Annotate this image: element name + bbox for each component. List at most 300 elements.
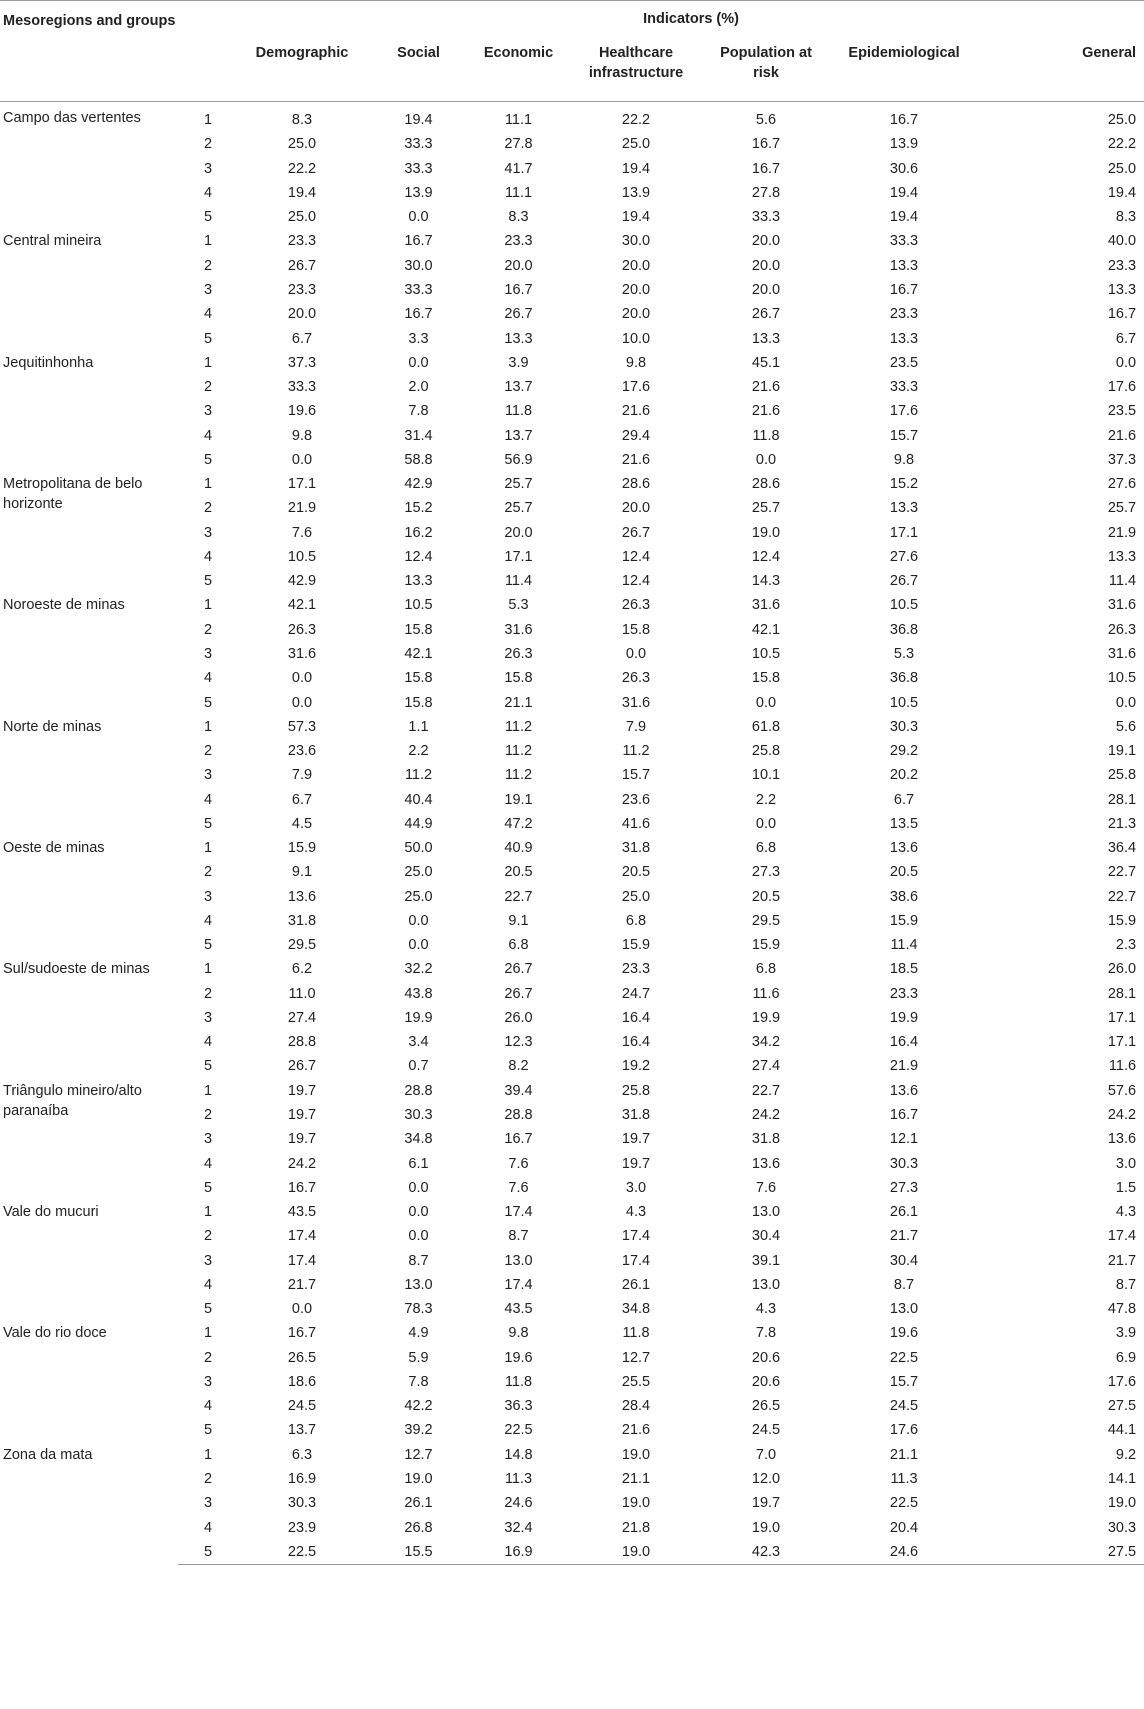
indicator-value: 16.4 bbox=[889, 1034, 919, 1051]
indicator-value: 7.8 bbox=[408, 403, 429, 420]
indicator-value: 50.0 bbox=[404, 840, 433, 857]
indicator-value: 13.0 bbox=[889, 1301, 919, 1318]
indicator-value: 31.6 bbox=[621, 694, 651, 711]
indicator-value: 26.0 bbox=[1107, 961, 1137, 978]
indicator-value: 15.9 bbox=[751, 937, 781, 954]
indicator-value: 31.8 bbox=[621, 840, 651, 857]
indicator-value: 19.4 bbox=[889, 184, 919, 201]
indicator-value: 19.7 bbox=[287, 1082, 317, 1099]
indicator-value: 36.3 bbox=[504, 1398, 533, 1415]
indicator-value: 29.4 bbox=[621, 427, 651, 444]
indicator-value: 13.0 bbox=[751, 1276, 781, 1293]
group-number: 4 bbox=[203, 184, 213, 201]
group-number: 5 bbox=[203, 573, 213, 590]
indicator-value: 6.8 bbox=[755, 840, 777, 857]
group-number: 5 bbox=[203, 815, 213, 832]
indicator-value: 19.1 bbox=[1107, 743, 1137, 760]
table-row bbox=[0, 1079, 1144, 1103]
group-number: 5 bbox=[203, 1301, 213, 1318]
indicator-value: 13.6 bbox=[889, 1082, 919, 1099]
indicator-value: 19.1 bbox=[504, 791, 533, 808]
group-number: 2 bbox=[203, 257, 213, 274]
region-name: Central mineira bbox=[3, 233, 102, 250]
indicator-value: 16.7 bbox=[504, 281, 533, 298]
indicator-value: 29.5 bbox=[287, 937, 317, 954]
indicator-value: 4.3 bbox=[625, 1204, 647, 1221]
indicator-value: 21.1 bbox=[889, 1446, 919, 1463]
indicator-value: 44.1 bbox=[1107, 1422, 1137, 1439]
group-number: 3 bbox=[203, 888, 213, 905]
indicator-value: 22.5 bbox=[504, 1422, 533, 1439]
group-number: 1 bbox=[203, 1204, 213, 1221]
indicator-value: 11.8 bbox=[622, 1325, 650, 1342]
indicator-value: 39.4 bbox=[504, 1082, 533, 1099]
indicator-value: 13.3 bbox=[1107, 548, 1137, 565]
indicator-value: 37.3 bbox=[287, 354, 317, 371]
indicator-value: 16.7 bbox=[404, 233, 433, 250]
indicator-value: 10.1 bbox=[751, 767, 781, 784]
indicator-value: 16.7 bbox=[1107, 306, 1137, 323]
indicator-value: 21.6 bbox=[621, 403, 651, 420]
indicator-value: 47.2 bbox=[504, 815, 533, 832]
indicator-value: 15.2 bbox=[889, 476, 919, 493]
indicator-value: 25.7 bbox=[504, 500, 533, 517]
indicator-value: 28.4 bbox=[621, 1398, 651, 1415]
indicator-value: 11.8 bbox=[504, 1373, 533, 1390]
indicator-value: 21.1 bbox=[621, 1471, 651, 1487]
column-header-healthcare: Healthcare infrastructure bbox=[566, 36, 706, 102]
indicator-value: 26.3 bbox=[287, 621, 317, 638]
indicator-value: 20.0 bbox=[504, 257, 533, 274]
indicator-value: 8.7 bbox=[408, 1252, 429, 1269]
indicator-value: 27.3 bbox=[751, 864, 781, 881]
indicator-value: 17.4 bbox=[287, 1252, 317, 1269]
indicator-value: 21.1 bbox=[504, 694, 533, 711]
table-row bbox=[0, 229, 1144, 253]
indicator-value: 25.0 bbox=[287, 209, 317, 226]
group-number: 2 bbox=[203, 1107, 213, 1124]
indicator-value: 17.4 bbox=[504, 1204, 533, 1221]
indicator-value: 30.3 bbox=[889, 1155, 919, 1172]
indicator-value: 16.9 bbox=[287, 1471, 317, 1487]
group-number: 3 bbox=[203, 1009, 213, 1026]
group-number: 2 bbox=[203, 136, 213, 153]
indicator-value: 24.7 bbox=[621, 985, 651, 1002]
group-number: 1 bbox=[203, 1446, 213, 1463]
indicator-value: 15.7 bbox=[889, 1373, 919, 1390]
indicator-value: 16.7 bbox=[751, 160, 781, 177]
indicator-value: 13.3 bbox=[889, 330, 919, 347]
indicator-value: 31.8 bbox=[751, 1131, 781, 1148]
indicator-value: 16.4 bbox=[621, 1009, 651, 1026]
indicator-value: 16.9 bbox=[471, 1540, 566, 1565]
indicator-value: 43.5 bbox=[287, 1204, 317, 1221]
group-number: 3 bbox=[203, 767, 213, 784]
group-number: 5 bbox=[178, 1540, 238, 1565]
indicator-value: 7.6 bbox=[508, 1179, 529, 1196]
indicator-value: 19.7 bbox=[621, 1131, 651, 1148]
group-number: 4 bbox=[203, 306, 213, 323]
group-number: 4 bbox=[203, 427, 213, 444]
group-number: 4 bbox=[203, 791, 213, 808]
group-number: 2 bbox=[203, 1349, 213, 1366]
indicator-value: 8.7 bbox=[508, 1228, 529, 1245]
indicator-value: 11.2 bbox=[504, 743, 533, 760]
indicator-value: 6.3 bbox=[291, 1446, 313, 1463]
indicator-value: 10.5 bbox=[889, 694, 919, 711]
indicator-value: 0.0 bbox=[291, 1301, 313, 1318]
indicator-value: 15.8 bbox=[404, 694, 433, 711]
group-number: 3 bbox=[203, 281, 213, 298]
indicator-value: 12.3 bbox=[504, 1034, 533, 1051]
indicator-value: 17.4 bbox=[504, 1276, 533, 1293]
group-number: 2 bbox=[203, 500, 213, 517]
indicator-value: 40.9 bbox=[504, 840, 533, 857]
indicator-value: 27.6 bbox=[1107, 476, 1137, 493]
indicator-value: 23.6 bbox=[621, 791, 651, 808]
indicator-value: 7.6 bbox=[755, 1179, 777, 1196]
indicator-value: 32.2 bbox=[404, 961, 433, 978]
indicator-value: 25.7 bbox=[504, 476, 533, 493]
indicator-value: 30.4 bbox=[889, 1252, 919, 1269]
indicator-value: 20.0 bbox=[287, 306, 317, 323]
indicator-value: 19.0 bbox=[1107, 1495, 1137, 1512]
indicator-value: 0.0 bbox=[291, 451, 313, 468]
indicator-value: 41.7 bbox=[504, 160, 533, 177]
indicator-value: 16.7 bbox=[889, 1107, 919, 1124]
indicator-value: 15.9 bbox=[621, 937, 651, 954]
indicator-value: 21.6 bbox=[621, 451, 651, 468]
indicator-value: 29.2 bbox=[889, 743, 919, 760]
indicator-value: 21.6 bbox=[751, 403, 781, 420]
indicator-value: 32.4 bbox=[504, 1519, 533, 1536]
indicator-value: 20.0 bbox=[751, 233, 781, 250]
indicator-value: 5.3 bbox=[893, 645, 915, 662]
indicator-value: 19.4 bbox=[1107, 184, 1137, 201]
indicator-value: 20.5 bbox=[751, 888, 781, 905]
group-number: 2 bbox=[203, 1228, 213, 1245]
group-number: 2 bbox=[203, 743, 213, 760]
indicator-value: 26.7 bbox=[504, 985, 533, 1002]
indicator-value: 23.3 bbox=[1107, 257, 1137, 274]
indicator-value: 6.8 bbox=[755, 961, 777, 978]
indicator-value: 5.6 bbox=[755, 112, 777, 129]
indicator-value: 1.1 bbox=[408, 718, 429, 735]
indicator-value: 47.8 bbox=[1107, 1301, 1137, 1318]
column-header-general: General bbox=[982, 36, 1144, 102]
indicator-value: 21.6 bbox=[1107, 427, 1137, 444]
group-number: 4 bbox=[203, 548, 213, 565]
indicator-value: 42.1 bbox=[404, 645, 433, 662]
indicator-value: 18.5 bbox=[889, 961, 919, 978]
indicator-value: 9.8 bbox=[508, 1325, 529, 1342]
group-number: 5 bbox=[203, 1422, 213, 1439]
indicator-value: 13.7 bbox=[504, 427, 533, 444]
indicator-value: 3.0 bbox=[1115, 1155, 1137, 1172]
indicator-value: 15.2 bbox=[404, 500, 433, 517]
indicator-value: 30.6 bbox=[889, 160, 919, 177]
indicator-value: 11.8 bbox=[504, 403, 533, 420]
indicator-value: 20.0 bbox=[751, 281, 781, 298]
indicator-value: 26.1 bbox=[404, 1495, 433, 1512]
group-number: 2 bbox=[203, 621, 213, 638]
indicator-value: 36.8 bbox=[889, 670, 919, 687]
indicator-value: 34.8 bbox=[621, 1301, 651, 1318]
indicator-value: 6.7 bbox=[893, 791, 915, 808]
indicator-value: 20.0 bbox=[621, 500, 651, 517]
indicator-value: 30.3 bbox=[889, 718, 919, 735]
region-name: Oeste de minas bbox=[3, 839, 105, 856]
group-number: 5 bbox=[203, 1179, 213, 1196]
indicator-value: 19.0 bbox=[621, 1495, 651, 1512]
indicator-value: 26.7 bbox=[504, 961, 533, 978]
indicator-value: 11.2 bbox=[404, 767, 433, 784]
table-row bbox=[0, 1321, 1144, 1345]
indicator-value: 20.0 bbox=[504, 524, 533, 541]
indicator-value: 15.5 bbox=[366, 1540, 471, 1565]
group-number: 4 bbox=[203, 1276, 213, 1293]
indicator-value: 26.1 bbox=[621, 1276, 651, 1293]
indicator-value: 23.6 bbox=[287, 743, 317, 760]
indicator-value: 57.3 bbox=[287, 718, 317, 735]
indicator-value: 7.8 bbox=[755, 1325, 777, 1342]
indicator-value: 27.4 bbox=[751, 1058, 781, 1075]
region-name: Noroeste de minas bbox=[3, 597, 125, 614]
indicator-value: 33.3 bbox=[404, 281, 433, 298]
indicator-value: 30.3 bbox=[1107, 1519, 1137, 1536]
indicator-value: 20.0 bbox=[751, 257, 781, 274]
indicator-value: 23.3 bbox=[889, 985, 919, 1002]
indicator-value: 26.7 bbox=[889, 573, 919, 590]
indicator-value: 19.6 bbox=[504, 1349, 533, 1366]
group-number: 1 bbox=[203, 718, 213, 735]
table-row bbox=[0, 102, 1144, 133]
group-number: 4 bbox=[203, 1034, 213, 1051]
indicator-value: 36.8 bbox=[889, 621, 919, 638]
indicator-value: 10.5 bbox=[1107, 670, 1137, 687]
indicator-value: 16.7 bbox=[287, 1179, 317, 1196]
indicator-value: 28.1 bbox=[1107, 985, 1137, 1002]
indicator-value: 25.7 bbox=[751, 500, 781, 517]
indicator-value: 23.3 bbox=[504, 233, 533, 250]
indicator-value: 25.5 bbox=[621, 1373, 651, 1390]
indicator-value: 11.2 bbox=[504, 718, 533, 735]
indicator-value: 21.7 bbox=[889, 1228, 919, 1245]
indicator-value: 16.4 bbox=[621, 1034, 651, 1051]
indicator-value: 19.2 bbox=[621, 1058, 651, 1075]
indicator-value: 27.3 bbox=[889, 1179, 919, 1196]
indicators-header: Indicators (%) bbox=[238, 1, 1144, 37]
indicator-value: 36.4 bbox=[1107, 840, 1137, 857]
indicator-value: 30.3 bbox=[287, 1495, 317, 1512]
indicator-value: 15.8 bbox=[404, 670, 433, 687]
indicator-value: 31.6 bbox=[1107, 597, 1137, 614]
indicator-value: 26.3 bbox=[621, 670, 651, 687]
indicator-value: 25.0 bbox=[1107, 160, 1137, 177]
indicator-value: 28.8 bbox=[504, 1107, 533, 1124]
indicator-value: 40.0 bbox=[1107, 233, 1137, 250]
indicator-value: 13.7 bbox=[287, 1422, 317, 1439]
indicator-value: 25.0 bbox=[287, 136, 317, 153]
indicator-value: 11.4 bbox=[504, 573, 533, 590]
indicator-value: 12.0 bbox=[751, 1471, 781, 1487]
indicator-value: 25.0 bbox=[404, 864, 433, 881]
indicator-value: 11.1 bbox=[504, 112, 533, 129]
indicator-value: 25.8 bbox=[621, 1082, 651, 1099]
indicator-value: 11.4 bbox=[1108, 573, 1137, 590]
group-number: 5 bbox=[203, 330, 213, 347]
indicator-value: 33.3 bbox=[404, 136, 433, 153]
indicator-value: 10.5 bbox=[287, 548, 317, 565]
group-number: 1 bbox=[203, 112, 213, 129]
indicator-value: 6.7 bbox=[291, 791, 313, 808]
indicator-value: 27.5 bbox=[982, 1540, 1144, 1565]
group-number: 4 bbox=[203, 1519, 213, 1536]
indicator-value: 19.4 bbox=[287, 184, 317, 201]
region-name: Metropolitana de belo horizonte bbox=[3, 475, 143, 512]
indicator-value: 22.7 bbox=[1107, 864, 1137, 881]
indicator-value: 29.5 bbox=[751, 912, 781, 929]
indicator-value: 17.6 bbox=[621, 379, 651, 396]
indicator-value: 38.6 bbox=[889, 888, 919, 905]
indicator-value: 13.6 bbox=[1107, 1131, 1137, 1148]
indicator-value: 8.3 bbox=[508, 209, 529, 226]
indicator-value: 17.1 bbox=[1107, 1009, 1137, 1026]
table-row bbox=[0, 351, 1144, 375]
indicator-value: 26.3 bbox=[1107, 621, 1137, 638]
indicator-value: 45.1 bbox=[751, 354, 781, 371]
indicator-value: 43.5 bbox=[504, 1301, 533, 1318]
indicator-value: 34.2 bbox=[751, 1034, 781, 1051]
indicator-value: 11.3 bbox=[504, 1471, 533, 1487]
indicator-value: 11.6 bbox=[1108, 1058, 1137, 1075]
indicator-value: 24.5 bbox=[287, 1398, 317, 1415]
indicator-value: 26.7 bbox=[621, 524, 651, 541]
indicator-value: 19.9 bbox=[889, 1009, 919, 1026]
indicator-value: 14.1 bbox=[1107, 1471, 1137, 1487]
indicator-value: 27.6 bbox=[889, 548, 919, 565]
indicator-value: 13.9 bbox=[621, 184, 651, 201]
indicator-value: 13.5 bbox=[889, 815, 919, 832]
indicator-value: 3.9 bbox=[1115, 1325, 1137, 1342]
indicator-value: 22.7 bbox=[1107, 888, 1137, 905]
indicator-value: 27.8 bbox=[751, 184, 781, 201]
indicator-value: 26.5 bbox=[287, 1349, 317, 1366]
group-number: 2 bbox=[203, 985, 213, 1002]
indicator-value: 33.3 bbox=[404, 160, 433, 177]
indicator-value: 7.8 bbox=[408, 1373, 429, 1390]
table-header bbox=[0, 1, 1144, 102]
indicator-value: 26.7 bbox=[287, 257, 317, 274]
indicator-value: 22.2 bbox=[1107, 136, 1137, 153]
indicator-value: 26.5 bbox=[751, 1398, 781, 1415]
indicator-value: 30.0 bbox=[404, 257, 433, 274]
indicator-value: 19.4 bbox=[889, 209, 919, 226]
indicator-value: 1.5 bbox=[1115, 1179, 1137, 1196]
indicator-value: 6.1 bbox=[408, 1155, 429, 1172]
indicator-value: 0.0 bbox=[1115, 694, 1137, 711]
indicator-value: 0.0 bbox=[1115, 354, 1137, 371]
indicator-value: 26.7 bbox=[751, 306, 781, 323]
indicator-value: 23.5 bbox=[889, 354, 919, 371]
group-number: 1 bbox=[203, 354, 213, 371]
indicator-value: 11.2 bbox=[504, 767, 533, 784]
group-number: 3 bbox=[203, 524, 213, 541]
group-number: 1 bbox=[203, 597, 213, 614]
indicator-value: 39.1 bbox=[751, 1252, 781, 1269]
indicator-value: 15.8 bbox=[751, 670, 781, 687]
indicator-value: 31.6 bbox=[751, 597, 781, 614]
indicator-value: 16.2 bbox=[404, 524, 433, 541]
table-row bbox=[0, 957, 1144, 981]
indicator-value: 20.0 bbox=[621, 306, 651, 323]
indicator-value: 31.8 bbox=[621, 1107, 651, 1124]
indicator-value: 7.6 bbox=[508, 1155, 529, 1172]
indicator-value: 12.7 bbox=[404, 1446, 433, 1463]
indicator-value: 19.7 bbox=[621, 1155, 651, 1172]
indicator-value: 31.6 bbox=[1107, 645, 1137, 662]
region-name: Vale do mucuri bbox=[3, 1203, 99, 1220]
indicator-value: 13.0 bbox=[404, 1276, 433, 1293]
indicator-value: 6.9 bbox=[1115, 1349, 1137, 1366]
indicator-value: 24.6 bbox=[826, 1540, 982, 1565]
indicator-value: 39.2 bbox=[404, 1422, 433, 1439]
indicator-value: 15.8 bbox=[621, 621, 651, 638]
indicator-value: 19.6 bbox=[889, 1325, 919, 1342]
indicator-value: 12.4 bbox=[404, 548, 433, 565]
indicator-value: 17.4 bbox=[621, 1228, 651, 1245]
indicator-value: 13.7 bbox=[504, 379, 533, 396]
indicator-value: 8.2 bbox=[508, 1058, 529, 1075]
indicator-value: 0.0 bbox=[408, 912, 429, 929]
indicator-value: 0.0 bbox=[291, 670, 313, 687]
table-row bbox=[0, 1200, 1144, 1224]
indicator-value: 26.7 bbox=[287, 1058, 317, 1075]
indicator-value: 43.8 bbox=[404, 985, 433, 1002]
indicator-value: 6.7 bbox=[291, 330, 313, 347]
indicator-value: 17.1 bbox=[504, 548, 533, 565]
group-number: 1 bbox=[203, 840, 213, 857]
group-number: 3 bbox=[203, 1495, 213, 1512]
indicator-value: 23.3 bbox=[621, 961, 651, 978]
indicator-value: 3.3 bbox=[408, 330, 429, 347]
column-header-population-at-risk: Population at risk bbox=[706, 36, 826, 102]
indicator-value: 11.8 bbox=[752, 427, 780, 444]
indicator-value: 19.0 bbox=[751, 1519, 781, 1536]
indicator-value: 19.6 bbox=[287, 403, 317, 420]
indicator-value: 8.3 bbox=[1115, 209, 1137, 226]
indicator-value: 0.0 bbox=[408, 1179, 429, 1196]
indicator-value: 13.0 bbox=[504, 1252, 533, 1269]
indicator-value: 41.6 bbox=[621, 815, 651, 832]
indicator-value: 25.8 bbox=[751, 743, 781, 760]
indicator-value: 0.7 bbox=[408, 1058, 429, 1075]
indicator-value: 22.5 bbox=[889, 1495, 919, 1512]
indicator-value: 15.9 bbox=[287, 840, 317, 857]
group-number: 3 bbox=[203, 1131, 213, 1148]
indicator-value: 16.7 bbox=[404, 306, 433, 323]
indicator-value: 19.7 bbox=[751, 1495, 781, 1512]
indicator-value: 19.0 bbox=[751, 524, 781, 541]
indicator-value: 19.4 bbox=[404, 112, 433, 129]
group-number: 1 bbox=[203, 1082, 213, 1099]
indicator-value: 5.9 bbox=[408, 1349, 429, 1366]
indicator-value: 15.9 bbox=[1107, 912, 1137, 929]
region-name: Norte de minas bbox=[3, 718, 102, 735]
indicator-value: 27.8 bbox=[504, 136, 533, 153]
indicator-value: 9.8 bbox=[625, 354, 647, 371]
indicator-value: 4.3 bbox=[755, 1301, 777, 1318]
